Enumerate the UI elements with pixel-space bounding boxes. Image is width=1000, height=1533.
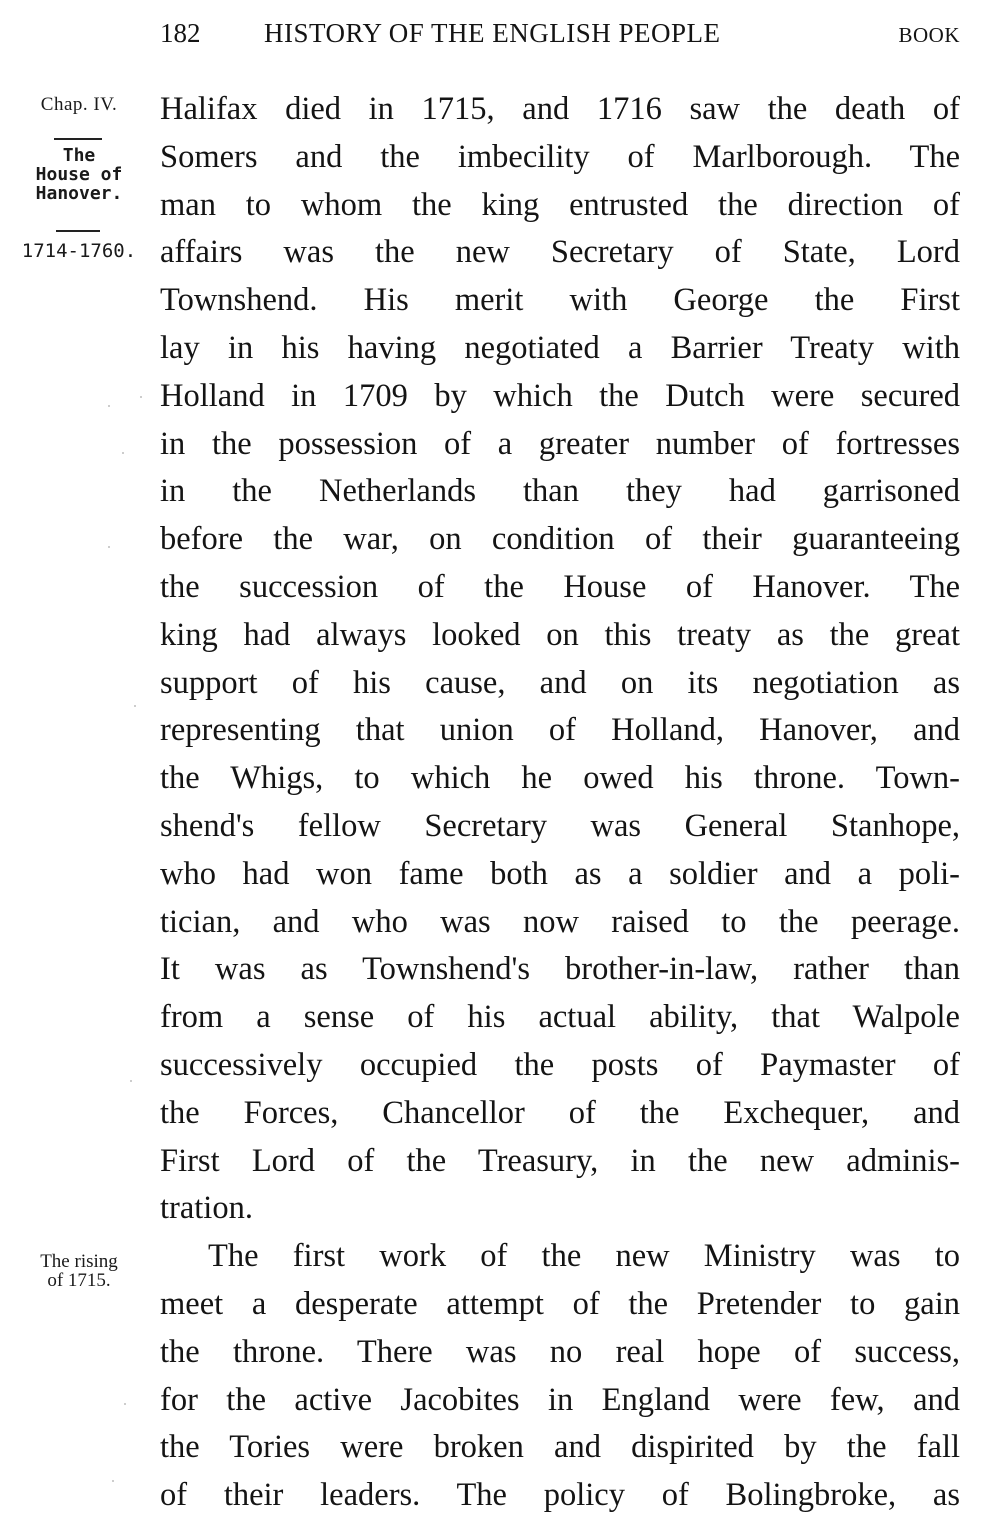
page-number: 182 xyxy=(160,18,201,48)
text-line: king had always looked on this treaty as the great xyxy=(160,616,960,653)
book-label: BOOK xyxy=(898,23,960,47)
text-line: Halifax died in 1715, and 1716 saw the death of xyxy=(160,91,960,127)
text-line: of their leaders. The policy of Bolingbroke, as xyxy=(160,1477,960,1514)
body-text xyxy=(160,86,960,1520)
sidenote-section-line: The xyxy=(62,145,96,166)
text-line: affairs was the new Secretary of State, Lord xyxy=(160,234,960,271)
sidenote-divider xyxy=(56,230,100,232)
sidenote-rising-line: of 1715. xyxy=(47,1270,111,1291)
text-line: representing that union of Holland, Hanover, and xyxy=(160,712,960,749)
sidenote-rising-line: The rising xyxy=(40,1251,118,1272)
sidenote-dates: 1714-1760. xyxy=(21,240,137,262)
speckle-dot xyxy=(130,1080,132,1082)
text-line: the Forces, Chancellor of the Exchequer, and xyxy=(160,1094,960,1131)
sidenote-section-line: Hanover. xyxy=(35,183,123,204)
sidenote-rising xyxy=(18,1252,140,1290)
text-line: the throne. There was no real hope of success, xyxy=(160,1333,960,1370)
text-line: Townshend. His merit with George the First xyxy=(160,282,960,319)
text-line: in the Netherlands than they had garrisoned xyxy=(160,473,960,510)
text-line: Holland in 1709 by which the Dutch were secured xyxy=(160,377,960,414)
text-line: support of his cause, and on its negotiation as xyxy=(160,664,960,701)
speckle-dot xyxy=(140,396,142,398)
text-line: man to whom the king entrusted the direction of xyxy=(160,186,960,223)
speckle-dot xyxy=(112,1480,114,1482)
sidenote-section-line: House of xyxy=(35,164,123,185)
text-line: shend's fellow Secretary was General Stanhope, xyxy=(160,807,960,844)
text-line: the Whigs, to which he owed his throne. Town- xyxy=(160,760,960,797)
text-line: before the war, on condition of their guaranteeing xyxy=(160,521,960,558)
sidenote-divider xyxy=(54,138,102,140)
text-line: The first work of the new Ministry was to xyxy=(208,1238,960,1275)
text-line: Somers and the imbecility of Marlborough. The xyxy=(160,138,960,175)
text-line: the succession of the House of Hanover. The xyxy=(160,568,960,605)
text-line: meet a desperate attempt of the Pretender to gain xyxy=(160,1285,960,1322)
text-line: successively occupied the posts of Paymaster of xyxy=(160,1046,960,1083)
text-line: for the active Jacobites in England were few, and xyxy=(160,1381,960,1418)
text-line: tration. xyxy=(160,1190,253,1227)
text-line: lay in his having negotiated a Barrier Treaty with xyxy=(160,329,960,366)
speckle-dot xyxy=(124,1403,126,1405)
text-line: who had won fame both as a soldier and a poli- xyxy=(160,855,960,892)
sidenote-section-title xyxy=(18,146,140,203)
text-line: from a sense of his actual ability, that Walpole xyxy=(160,999,960,1036)
speckle-dot xyxy=(122,452,124,454)
sidenote-chapter: Chap. IV. xyxy=(40,94,118,115)
speckle-dot xyxy=(134,705,136,707)
text-line: tician, and who was now raised to the peerage. xyxy=(160,903,960,940)
text-line: in the possession of a greater number of fortresses xyxy=(160,425,960,462)
page-title: HISTORY OF THE ENGLISH PEOPLE xyxy=(264,18,721,48)
text-line: the Tories were broken and dispirited by the fall xyxy=(160,1429,960,1466)
text-line: First Lord of the Treasury, in the new adminis- xyxy=(160,1142,960,1179)
running-header xyxy=(160,14,960,54)
speckle-dot xyxy=(108,405,110,407)
text-line: It was as Townshend's brother-in-law, rather than xyxy=(160,951,960,988)
speckle-dot xyxy=(108,546,110,548)
